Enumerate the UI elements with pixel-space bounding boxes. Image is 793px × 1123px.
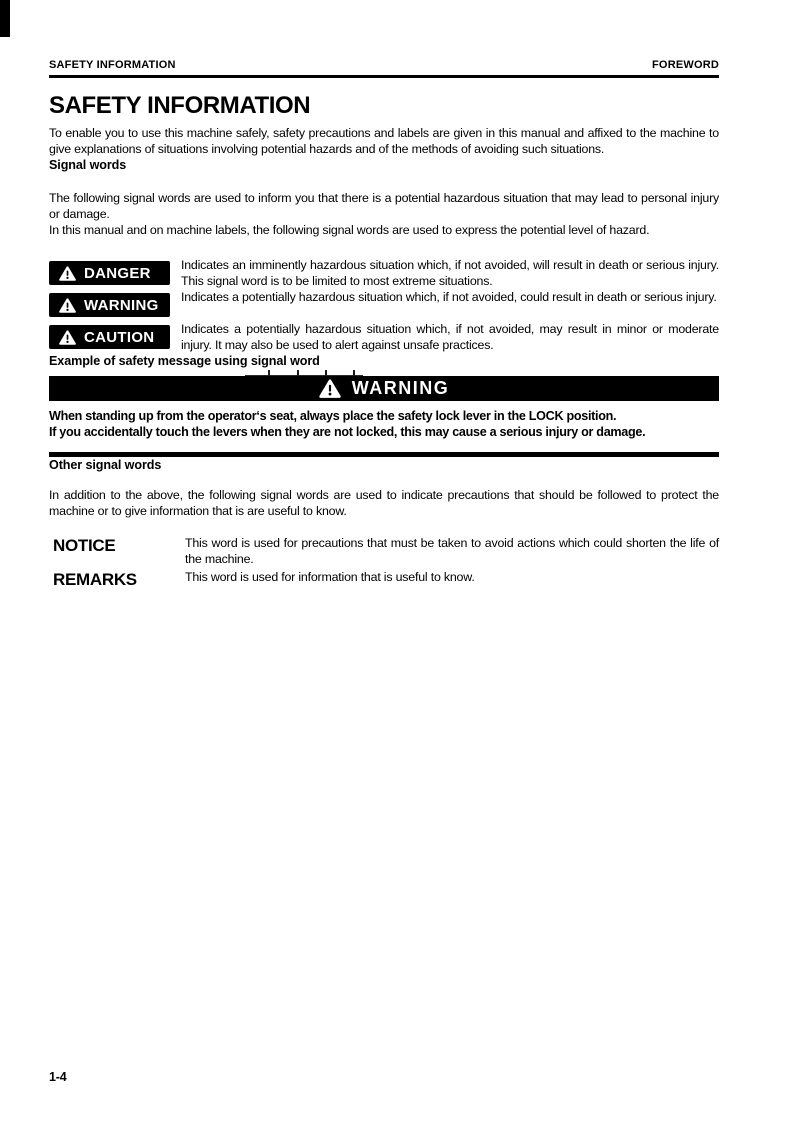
- signal-words-intro: [49, 190, 719, 238]
- page-number: 1-4: [49, 1070, 67, 1084]
- scan-artifact: [353, 370, 355, 376]
- signal-words-intro-line: In this manual and on machine labels, the following signal words are used to express the potential level of hazard.: [49, 223, 650, 237]
- other-signal-words-intro: In addition to the above, the following signal words are used to indicate precautions that should be followed to protect the machine or to give information that is are useful to know.: [49, 488, 719, 518]
- danger-badge-label: DANGER: [84, 264, 151, 282]
- remarks-description: This word is used for information that is useful to know.: [185, 570, 475, 584]
- caution-badge-label: CAUTION: [84, 328, 155, 346]
- intro-paragraph: To enable you to use this machine safely, safety precautions and labels are given in this manual and affixed to the machine to give explanations of situations involving potential hazards and of the methods of avoiding such situations.: [49, 126, 719, 156]
- warning-triangle-icon: [59, 330, 76, 345]
- warning-badge: [49, 293, 170, 317]
- running-header-left: SAFETY INFORMATION: [49, 59, 176, 71]
- scan-artifact: [0, 0, 10, 37]
- scan-artifact: [297, 370, 299, 376]
- header-rule: [49, 75, 719, 78]
- other-signal-words-heading: Other signal words: [49, 458, 162, 472]
- signal-words-heading: Signal words: [49, 158, 127, 172]
- other-signal-word-row-notice: [49, 535, 719, 567]
- running-header-right: FOREWORD: [652, 59, 719, 71]
- signal-word-row-danger: [49, 257, 719, 289]
- danger-description: Indicates an imminently hazardous situation which, if not avoided, will result in death or serious injury. This signal word is to be limited to most extreme situations.: [181, 258, 719, 288]
- example-message-line: If you accidentally touch the levers when they are not locked, this may cause a serious injury or damage.: [49, 424, 646, 439]
- warning-description: Indicates a potentially hazardous situation which, if not avoided, could result in death or serious injury.: [181, 290, 717, 304]
- warning-triangle-icon: [319, 379, 341, 398]
- other-signal-word-list: [49, 535, 719, 589]
- scan-artifact: [245, 375, 363, 376]
- danger-badge: [49, 261, 170, 285]
- example-banner-wrap: [49, 376, 719, 401]
- example-message: [49, 409, 719, 440]
- warning-banner-label: WARNING: [351, 378, 450, 398]
- scan-artifact: [325, 370, 327, 376]
- running-header: [49, 0, 719, 72]
- scan-artifact: [268, 370, 270, 376]
- example-heading: Example of safety message using signal word: [49, 354, 320, 368]
- warning-triangle-icon: [59, 298, 76, 313]
- caution-badge: [49, 325, 170, 349]
- signal-words-intro-line: The following signal words are used to inform you that there is a potential hazardous situation that may lead to personal injury or damage.: [49, 191, 719, 221]
- other-signal-word-row-remarks: [49, 569, 719, 589]
- notice-description: This word is used for precautions that must be taken to avoid actions which could shorten the life of the machine.: [185, 536, 719, 566]
- signal-word-row-warning: [49, 289, 719, 321]
- caution-description: Indicates a potentially hazardous situation which, if not avoided, may result in minor or moderate injury. It may also be used to alert against unsafe practices.: [181, 322, 719, 352]
- notice-label: NOTICE: [53, 536, 116, 555]
- page-title: SAFETY INFORMATION: [49, 92, 311, 119]
- warning-triangle-icon: [59, 266, 76, 281]
- warning-badge-label: WARNING: [84, 296, 159, 314]
- remarks-label: REMARKS: [53, 570, 137, 589]
- signal-word-list: [49, 257, 719, 353]
- example-message-line: When standing up from the operator‘s seat, always place the safety lock lever in the LOCK position.: [49, 409, 617, 423]
- signal-word-row-caution: [49, 321, 719, 353]
- warning-banner: [49, 376, 719, 401]
